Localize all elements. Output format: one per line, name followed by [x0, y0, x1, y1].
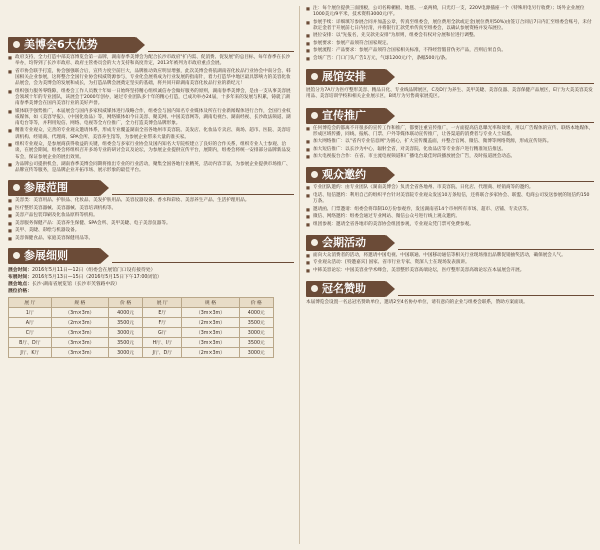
- table-cell: （2m×3m）: [182, 318, 239, 328]
- table-row: [9, 318, 274, 328]
- date-value: 长沙·湖南省展览馆（长沙市芙蓉路中段）: [32, 282, 120, 288]
- date-row: [8, 281, 294, 288]
- list-item: ■ 加大电视报台合作：在省、市主流电视频道和广播电台最佳时段播放展会广告，及时报道展会动态。: [306, 154, 594, 160]
- section-title: 参展细则: [24, 249, 68, 263]
- list-item: ■ 面向大众消费者的活动，将邀请中国电视、中国联通、中国移动通信等相关行业现场推出品牌促销抽奖活动，确保展会人气。: [306, 253, 594, 259]
- list-item: ■ 媒体联手强势推广，本届展会与国内多家权威媒体进行战略合作，组委会与国内知名专业媒体及所在行业新闻媒体进行合作，全国行业权威媒体，如《美容导报》、《中国化妆品》等，网络媒体如今日美容、聚美网、中国美容网等，湖南电视台、湖南经视、长沙政法频道、湖南电台等等，并利用短信、网络、电视等全方位推广，全力打造美博会品牌形象。: [8, 109, 294, 128]
- list-item: ■ 加大网络推广：以"省内专业信息网"为圆心，扩大宣传覆盖面，并整合官网、微信、微博等网络资源，形成宣传矩阵。: [306, 139, 594, 145]
- table-cell: 4000元: [108, 308, 142, 318]
- section-rule: [398, 249, 594, 250]
- table-cell: （2m×3m）: [51, 318, 108, 328]
- section-header-scope: [8, 179, 294, 196]
- section-header-sponsor: [306, 280, 594, 297]
- section-rule: [398, 295, 594, 296]
- column-header: 展 厅: [143, 298, 182, 308]
- section-header-visitors: [306, 166, 594, 183]
- section-header-details: [8, 247, 294, 264]
- list-item: ■ 参展要求：参展产品须符合国家规定。: [306, 41, 594, 47]
- table-cell: 4000元: [239, 308, 273, 318]
- list-item: ■ 组织专业观众，是参展商获得收益的关键，组委会与多家行业协会及国内知名大专院校建立了良好的合作关系，组织专业人士参观、洽谈，在展会期间，组委会将组织召开多场专业的研讨会议及论坛，为参展企业提供宣传平台，展期内，组委会将统一安排部分品牌新品发布会，保证参展企业的展出效果。: [8, 142, 294, 161]
- date-label: 展会时间：: [8, 268, 32, 274]
- section-title: 观众邀约: [322, 168, 366, 182]
- column-header: 价 格: [108, 298, 142, 308]
- date-label: 展位价格：: [8, 289, 32, 295]
- table-cell: 3000元: [239, 348, 273, 358]
- table-cell: B厅、D厅: [9, 338, 52, 348]
- date-row: [8, 288, 294, 295]
- table-cell: （3m×3m）: [51, 328, 108, 338]
- list-item: ■ 美容服务保健产品：美容养生保健、SPA会所、美甲美睫、电子美容仪器等。: [8, 221, 294, 227]
- promo-list: [306, 126, 594, 161]
- scope-list: [8, 198, 294, 242]
- section-title: 参展范围: [24, 181, 68, 195]
- section-rule: [398, 83, 594, 84]
- list-item: ■ 微信、网络邀约：组委会通过专业网站、微信公众号进行线上观众邀约。: [306, 214, 594, 220]
- table-cell: （3m×3m）: [182, 338, 239, 348]
- table-cell: G厅: [143, 328, 182, 338]
- date-row: [8, 274, 294, 281]
- table-cell: 1厅: [9, 308, 52, 318]
- section-header-arrangement: [306, 68, 594, 85]
- column-divider: [299, 6, 300, 544]
- table-cell: （2m×3m）: [182, 348, 239, 358]
- booth-notes-list: [306, 6, 594, 62]
- table-cell: F厅: [143, 318, 182, 328]
- arrangement-text: 展馆分为7A厅为医疗整形美容、精品日化、专业线品牌展区，C及D厅为养生、美甲美睫、美容仪器、美容保健产品展区，E厅为大美美容美发用品、美容培训学校和相关企业展示区，B周厅为另售商家展览区。: [306, 88, 593, 100]
- list-item: ■ 美容类：美容用品、护肤品、化妆品、美发护肤用品、美容仪器设备、香水和彩妆、美容养生产品、生活护理用品。: [8, 198, 294, 204]
- list-item: ■ 组团参观：邀请全省各地市的美容协会组团参观，专业观众凭门票可免费参观。: [306, 222, 594, 228]
- table-cell: 3500元: [108, 318, 142, 328]
- list-item: ■ 任何博览会的都离不开很多的宣传工作和推广，都要注重宣传推广，一方面提高信息曝光率和效果，用以广告媒体的宣传、联络本地媒体，形成区域传播，同线、报纸、门票、户外等媒体联动宣传推广，让各渠道的消费者与专业人士知悉。: [306, 126, 594, 138]
- date-row: [8, 267, 294, 274]
- date-value: 2016年5月11日—12日（组委会在展馆门口设有接待处）: [32, 268, 156, 274]
- column-header: 价 格: [239, 298, 273, 308]
- table-cell: 3500元: [239, 338, 273, 348]
- list-item: ■ 注：每个展位提供三面围板，公司名称楣板、地毯、一桌两椅，日光灯一支，220V电源插座一个（特殊用电另行收费）；场外企业展位1000美元/9平米，技术资料3000元/平。: [306, 6, 594, 18]
- table-cell: J厅、D厅: [143, 348, 182, 358]
- section-header-advantages: [8, 36, 294, 53]
- list-item: ■ 专业团队邀约：由专业团队《湖南美博会》负责全省各地州、市美容院、日化店、代理商、经销商等的邀约。: [306, 185, 594, 191]
- table-row: [9, 338, 274, 348]
- table-cell: （3m×3m）: [182, 328, 239, 338]
- list-item: ■ 组织强力服务零缝隙，组委会工作人员数十年如一日始终坚持精心组织诚信办会做好服务的原则，湖南春季美博会，是由一支从事美容展会领域十年的专业团队，该展会于2000年创办，通过专业团队多十年的精心打造，已成功举办24届，十多年来的发展与积累，铸就了湖南春季美博会在国内美容行业的美好声誉。: [8, 89, 294, 108]
- table-cell: E厅: [143, 308, 182, 318]
- table-cell: （3m×3m）: [51, 338, 108, 348]
- list-item: ■ 邀请函、门票邀请：组委会将印制10万份参观券，发送湖南省14个市州所有市场、超市、店铺、专卖店等。: [306, 207, 594, 213]
- section-header-promo: [306, 107, 594, 124]
- table-cell: 3000元: [239, 328, 273, 338]
- list-item: ■ 中韩美容论坛：中国美容业学术峰会，美容整形美容高端论坛，医疗整形美容高端论坛在本届展会开展。: [306, 268, 594, 274]
- table-row: [9, 308, 274, 318]
- table-cell: J厅、K厅: [9, 348, 52, 358]
- section-rule: [398, 181, 594, 182]
- list-item: ■ 加大短信推广：以长沙为中心，辐射全省，对美容院、化妆品店等专业客户进行精准短信推送。: [306, 147, 594, 153]
- column-header: 展 厅: [9, 298, 52, 308]
- right-column: [306, 0, 594, 306]
- list-item: ■ 精准专业观众，完善的专业观众邀请体系，形成专业覆盖湖南全省各地州市美容院、美发店、化妆品专卖店、商场、超市、医院、美容培训机构、经销商、代理商、SPA会所、美容养生馆等，为参展企业带来大量的准买家。: [8, 128, 294, 140]
- events-list: [306, 253, 594, 274]
- section-rule: [398, 122, 594, 123]
- table-cell: （3m×3m）: [51, 348, 108, 358]
- table-cell: 3500元: [239, 318, 273, 328]
- left-column: [8, 0, 294, 358]
- table-cell: H厅、I厅: [143, 338, 182, 348]
- list-item: ■ 会场广告：门口门头广告1万元，气球1200元/个，条幅500元/条。: [306, 56, 594, 62]
- list-item: ■ 为品牌公司提供机会，湖南春季美博会同期将推出专业的行业活动，聚集全国各地行业精英，活动内容丰富，为参展企业提供市场推广、品牌宣传等服务，是品牌企业开拓市场、展示形象的最佳平台。: [8, 162, 294, 174]
- table-row: [9, 328, 274, 338]
- date-value: 2016年5月13日—15日（2016年5月15日下午17:00闭馆）: [32, 275, 162, 281]
- section-title: 美博会6大优势: [24, 38, 98, 51]
- column-header: 规 格: [51, 298, 108, 308]
- date-label: 布展时间：: [8, 275, 32, 281]
- advantages-list: [8, 55, 294, 174]
- table-cell: 3000元: [108, 348, 142, 358]
- list-item: ■ 政府支持，全力打造中部美容博览会第一品牌，湖南春季美博会为配合长沙市政府"扩内需、促消费、促发展"的总目标，每年春季在长沙举办，均得到了长沙市政府、政府主管委员会的大力支持和高度肯定，2013年被列为市政府重点会展。: [8, 55, 294, 67]
- table-cell: （3m×3m）: [51, 308, 108, 318]
- bullet-icon: [311, 285, 318, 292]
- section-rule: [148, 51, 294, 52]
- section-rule: [112, 194, 294, 195]
- section-title: 展馆安排: [322, 70, 366, 84]
- list-item: ■ 参展手续：详细填写参展合同并加盖公章，传真至组委会，展位费用全款或定金(展位费用50%)由签订合同后7日内汇至组委会账号，未付款定金者于开展前七日内付清，并将银行汇款凭单传真至组委会，以确认参展资格并发布展位。: [306, 20, 594, 32]
- table-cell: 3500元: [108, 338, 142, 348]
- price-table: [8, 297, 274, 358]
- section-title: 冠名赞助: [322, 282, 366, 296]
- table-cell: 3000元: [108, 328, 142, 338]
- section-title: 宣传推广: [322, 108, 366, 122]
- sponsor-text: 本届博览会设置一名总冠名赞助单位，邀请2至4名协办单位，请有意向的企业与组委会联系，赞助方案面谈。: [306, 300, 528, 306]
- details-dates: [8, 267, 294, 295]
- table-header-row: [9, 298, 274, 308]
- table-row: [9, 348, 274, 358]
- list-item: ■ 美容产品包装印刷及化妆品原料等机构。: [8, 213, 294, 219]
- bullet-icon: [311, 239, 318, 246]
- list-item: ■ 展位安排：以"先报名，先交款先安排"为原则，组委会有权对分展和位进行调整。: [306, 33, 594, 39]
- bullet-icon: [311, 112, 318, 119]
- section-title: 会期活动: [322, 235, 366, 249]
- visitors-list: [306, 185, 594, 227]
- bullet-icon: [13, 41, 20, 48]
- table-cell: （3m×3m）: [182, 308, 239, 318]
- list-item: ■ 美容保健食品、家庭美容保健用品等。: [8, 236, 294, 242]
- date-label: 展会地点：: [8, 282, 32, 288]
- list-item: ■ 参展流程：产品要求：参展产品须符合国家相关标准，不得经营假冒伪劣产品，否则后果自负。: [306, 48, 594, 54]
- list-item: ■ 美甲、美睫、彩绘与机器设备。: [8, 228, 294, 234]
- list-item: ■ 医疗整形美容器械、美容器械、美容培训机构等。: [8, 206, 294, 212]
- section-rule: [112, 262, 294, 263]
- list-item: ■ 电话、短信邀约：利用自己的组织平台针对美容院专业观众发送10万条短信，还将联合多家协会、联盟、电商公司发送参展的短信约150万条。: [306, 193, 594, 205]
- table-cell: C厅: [9, 328, 52, 338]
- table-cell: A厅: [9, 318, 52, 328]
- list-item: ■ 省市协会联手打造，协会强强联合后，宣传力度空前巨大，品牌推动效应明显增强，此次美博会将依湖南省化妆品行业协会中南分会、韩国相关企业参展，这将整合全国行业协会权威资源参与，专业化会展将成为行业发展的指南针，着力打造华中地区最具影响力的美容化妆品展会，会为美博会的发展和成长，为打造品牌会展奠定坚实的基础，将共同开辟湖南美容化妆品行业的新纪元！: [8, 69, 294, 88]
- column-header: 规 格: [182, 298, 239, 308]
- list-item: ■ 专业观众活动：[特邀嘉宾] 国家、省市行业专家、资深人士在现场发表演讲。: [306, 260, 594, 266]
- section-header-events: [306, 234, 594, 251]
